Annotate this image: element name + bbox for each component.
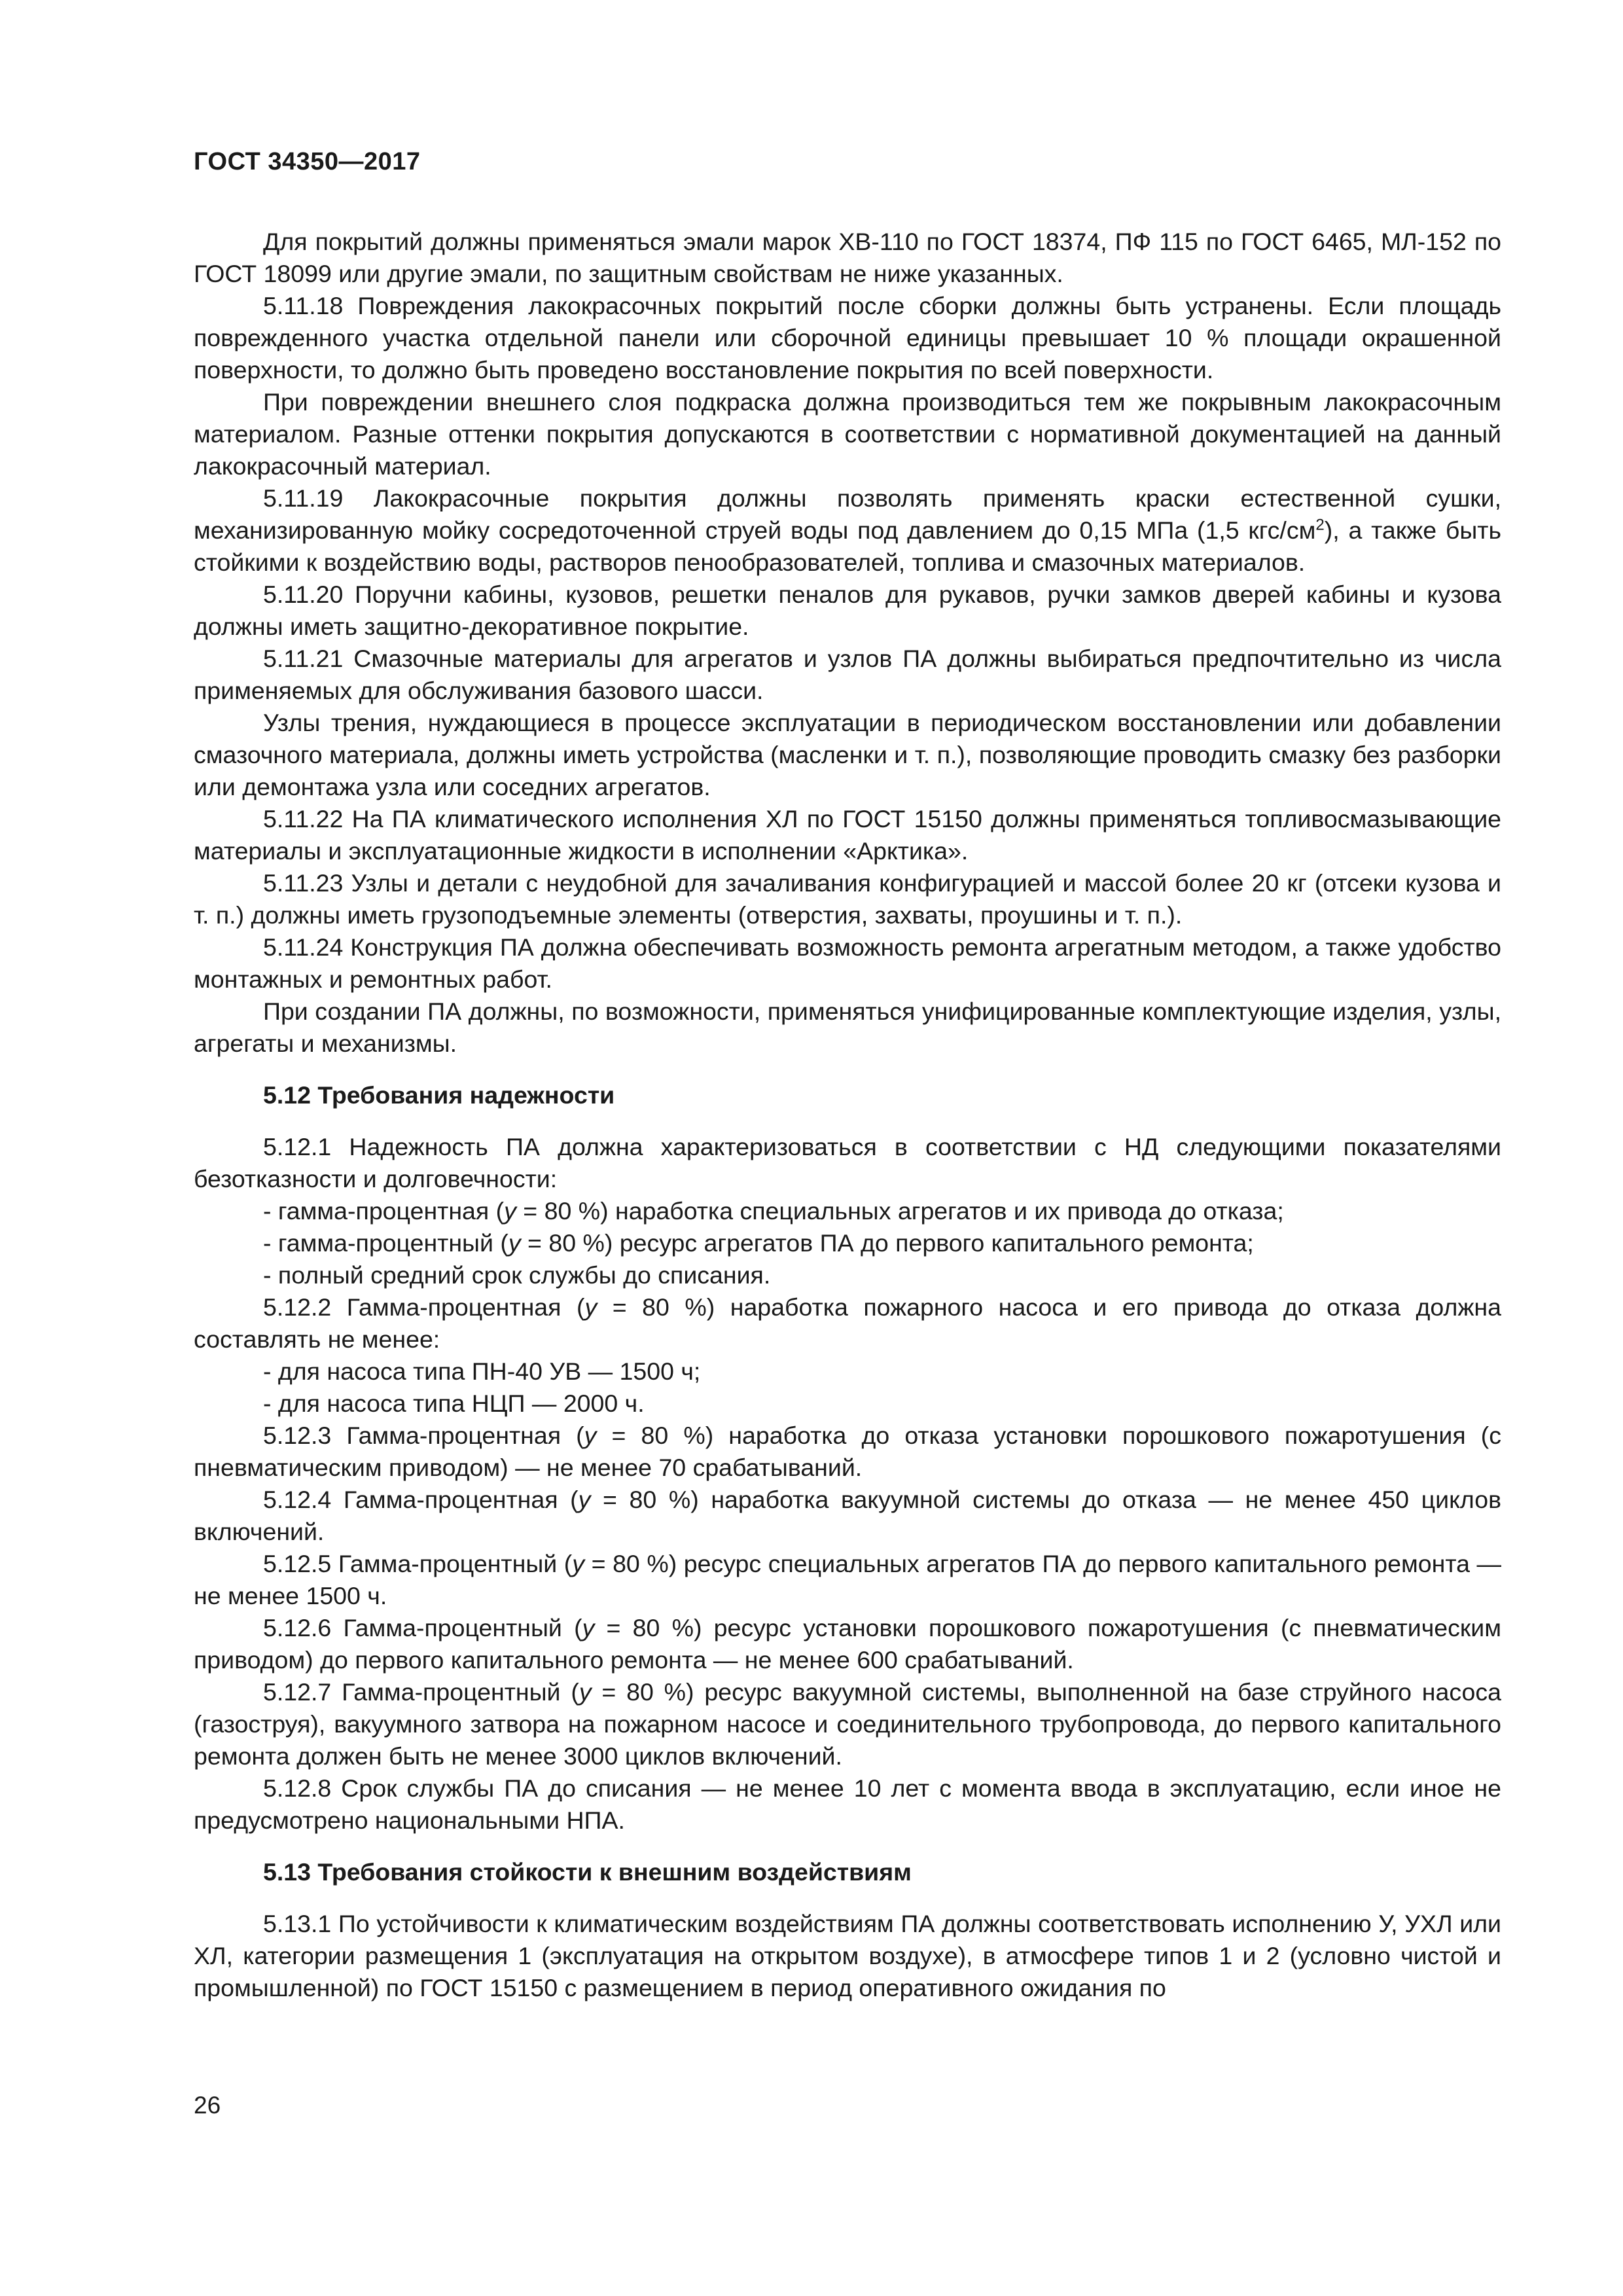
paragraph-5-11-19: 5.11.19 Лакокрасочные покрытия должны позволять применять краски естественной сушки, механизированную мойку сосредоточенной струей воды под давлением до 0,15 МПа (1,5 кгс/$см^2$), а также быть стойкими к воздействию воды, растворов пенообразователей, топлива и смазочных материалов. [194,484,1502,576]
paragraph-5-11-18: 5.11.18 Повреждения лакокрасочных покрытий после сборки должны быть устранены. Если площадь поврежденного участка отдельной панели или сборочной единицы превышает 10 % площади окрашенной поверхности, то должно быть проведено восстановление покрытия по всей поверхности. [194,292,1501,384]
superscript: 2 [1315,516,1325,534]
paragraph: При создании ПА должны, по возможности, применяться унифицированные комплектующие изделия, узлы, агрегаты и механизмы. [194,997,1501,1057]
paragraph-5-12-3: 5.12.3 Гамма-процентная (у = 80 %) наработка до отказа установки порошкового пожаротушения (с пневматическим приводом) — не менее 70 срабатываний. [194,1422,1502,1481]
list-item: - полный средний срок службы до списания. [263,1261,771,1289]
paragraph-5-11-20: 5.11.20 Поручни кабины, кузовов, решетки пеналов для рукавов, ручки замков дверей кабины и кузова должны иметь защитно-декоративное покрытие. [194,581,1501,640]
list-item: - для насоса типа НЦП — 2000 ч. [263,1390,645,1417]
paragraph-5-12-4: 5.12.4 Гамма-процентная (у = 80 %) наработка вакуумной системы до отказа — не менее 450 циклов включений. [194,1486,1501,1545]
paragraph: Узлы трения, нуждающиеся в процессе эксплуатации в периодическом восстановлении или добавлении смазочного материала, должны иметь устройства (масленки и т. п.), позволяющие проводить смазку без разборки или демонтажа узла или соседних агрегатов. [194,709,1501,800]
list-item: - гамма-процентная (у = 80 %) наработка специальных агрегатов и их привода до отказа; [263,1197,1284,1225]
section-heading-5-13: 5.13 Требования стойкости к внешним воздействиям [263,1858,912,1886]
paragraph-5-12-1: 5.12.1 Надежность ПА должна характеризоваться в соответствии с НД следующими показателями безотказности и долговечности: [194,1133,1501,1193]
paragraph: При повреждении внешнего слоя подкраска должна производиться тем же покрывным лакокрасочным материалом. Разные оттенки покрытия допускаются в соответствии с нормативной документацией на данный лакокрасочный материал. [194,388,1501,480]
paragraph-5-12-5: 5.12.5 Гамма-процентный (у = 80 %) ресурс специальных агрегатов ПА до первого капитального ремонта — не менее 1500 ч. [194,1550,1501,1609]
list-item: - для насоса типа ПН-40 УВ — 1500 ч; [263,1357,701,1385]
paragraph-5-11-23: 5.11.23 Узлы и детали с неудобной для зачаливания конфигурацией и массой более 20 кг (отсеки кузова и т. п.) должны иметь грузоподъемные элементы (отверстия, захваты, проушины и т. п.). [194,869,1501,929]
section-heading-5-12: 5.12 Требования надежности [263,1081,615,1109]
page-body [194,226,1501,2004]
paragraph-5-13-1: 5.13.1 По устойчивости к климатическим воздействиям ПА должны соответствовать исполнению У, УХЛ или ХЛ, категории размещения 1 (эксплуатация на открытом воздухе), в атмосфере типов 1 и 2 (условно чистой и промышленной) по ГОСТ 15150 с размещением в период оперативного ожидания по [194,1910,1501,2001]
list-item: - гамма-процентный (у = 80 %) ресурс агрегатов ПА до первого капитального ремонта; [263,1229,1254,1257]
paragraph-5-11-22: 5.11.22 На ПА климатического исполнения ХЛ по ГОСТ 15150 должны применяться топливосмазывающие материалы и эксплуатационные жидкости в исполнении «Арктика». [194,805,1501,865]
page-number: 26 [194,2092,221,2119]
paragraph: Для покрытий должны применяться эмали марок ХВ-110 по ГОСТ 18374, ПФ 115 по ГОСТ 6465, МЛ-152 по ГОСТ 18099 или другие эмали, по защитным свойствам не ниже указанных. [194,228,1501,287]
paragraph-5-12-2: 5.12.2 Гамма-процентная (у = 80 %) наработка пожарного насоса и его привода до отказа должна составлять не менее: [194,1293,1501,1353]
paragraph-5-12-6: 5.12.6 Гамма-процентный (у = 80 %) ресурс установки порошкового пожаротушения (с пневматическим приводом) до первого капитального ремонта — не менее 600 срабатываний. [194,1614,1501,1674]
paragraph-5-12-7: 5.12.7 Гамма-процентный (у = 80 %) ресурс вакуумной системы, выполненной на базе струйного насоса (газоструя), вакуумного затвора на пожарном насосе и соединительного трубопровода, до первого капитального ремонта должен быть не менее 3000 циклов включений. [194,1678,1502,1770]
document-header: ГОСТ 34350—2017 [194,148,421,175]
paragraph-5-11-21: 5.11.21 Смазочные материалы для агрегатов и узлов ПА должны выбираться предпочтительно из числа применяемых для обслуживания базового шасси. [194,645,1501,704]
paragraph-5-11-24: 5.11.24 Конструкция ПА должна обеспечивать возможность ремонта агрегатным методом, а также удобство монтажных и ремонтных работ. [194,933,1501,993]
paragraph-5-12-8: 5.12.8 Срок службы ПА до списания — не менее 10 лет с момента ввода в эксплуатацию, если иное не предусмотрено национальными НПА. [194,1774,1501,1834]
